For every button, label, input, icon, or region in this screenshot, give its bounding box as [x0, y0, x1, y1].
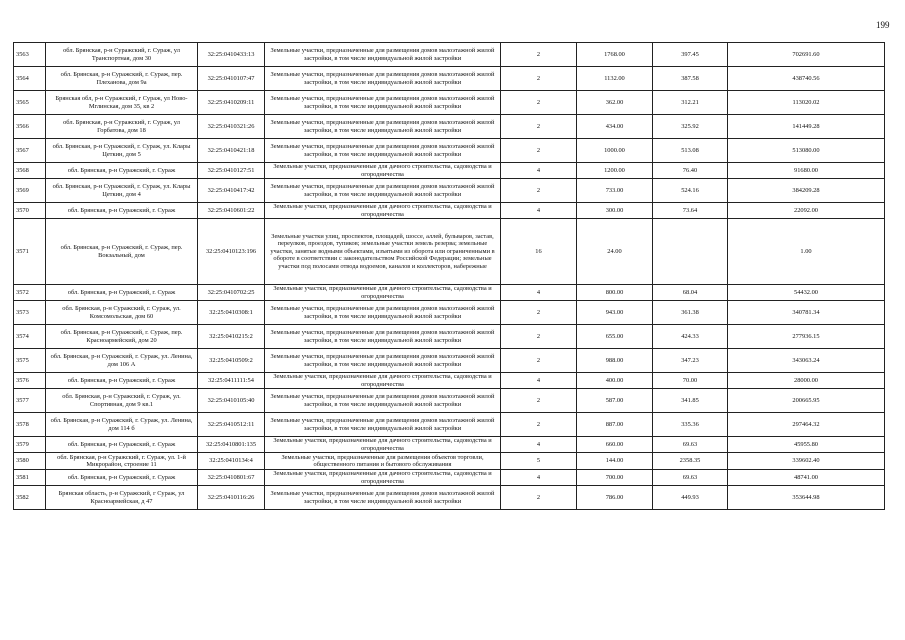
address-cell: обл. Брянская, р-н Суражский, г. Сураж	[46, 203, 198, 219]
address-cell: обл. Брянская, р-н Суражский, г. Сураж	[46, 373, 198, 389]
cadastral-number-cell: 32:25:0410215:2	[198, 325, 265, 349]
table-row	[14, 470, 885, 486]
land-use-cell: Земельные участки, предназначенные для дачного строительства, садоводства и огородничества	[265, 470, 501, 486]
group-cell: 4	[501, 437, 577, 453]
row-number: 3576	[14, 373, 46, 389]
row-number: 3570	[14, 203, 46, 219]
cadastral-value-cell: 438740.56	[728, 67, 885, 91]
cadastral-value-cell: 384209.28	[728, 179, 885, 203]
cadastral-number-cell: 32:25:0410417:42	[198, 179, 265, 203]
specific-value-cell: 69.63	[653, 470, 728, 486]
group-cell: 4	[501, 163, 577, 179]
cadastral-value-table	[13, 42, 885, 510]
row-number: 3568	[14, 163, 46, 179]
area-cell: 988.00	[577, 349, 653, 373]
address-cell: обл. Брянская, р-н Суражский, г. Сураж, пер. Красноармейский, дом 20	[46, 325, 198, 349]
address-cell: обл. Брянская, р-н Суражский, г. Сураж	[46, 285, 198, 301]
table-row	[14, 325, 885, 349]
group-cell: 2	[501, 43, 577, 67]
land-use-cell: Земельные участки, предназначенные для размещения домов малоэтажной жилой застройки, в том числе индивидуальной жилой застройки	[265, 43, 501, 67]
group-cell: 4	[501, 285, 577, 301]
row-number: 3569	[14, 179, 46, 203]
land-use-cell: Земельные участки, предназначенные для дачного строительства, садоводства и огородничества	[265, 285, 501, 301]
cadastral-number-cell: 32:25:0410105:40	[198, 389, 265, 413]
address-cell: обл. Брянская, р-н Суражский, г. Сураж, пер. Плеханова, дом 9а	[46, 67, 198, 91]
table-row	[14, 91, 885, 115]
table-row	[14, 67, 885, 91]
cadastral-number-cell: 32:25:0410801:67	[198, 470, 265, 486]
table-row	[14, 219, 885, 285]
area-cell: 943.00	[577, 301, 653, 325]
row-number: 3566	[14, 115, 46, 139]
area-cell: 362.00	[577, 91, 653, 115]
area-cell: 434.00	[577, 115, 653, 139]
area-cell: 887.00	[577, 413, 653, 437]
address-cell: обл. Брянская, р-н Суражский, г. Сураж, ул Горбатова, дом 18	[46, 115, 198, 139]
cadastral-number-cell: 32:25:0410116:26	[198, 486, 265, 510]
area-cell: 660.00	[577, 437, 653, 453]
land-use-cell: Земельные участки, предназначенные для размещения домов малоэтажной жилой застройки, в том числе индивидуальной жилой застройки	[265, 349, 501, 373]
specific-value-cell: 347.23	[653, 349, 728, 373]
land-use-cell: Земельные участки, предназначенные для размещения домов малоэтажной жилой застройки, в том числе индивидуальной жилой застройки	[265, 413, 501, 437]
area-cell: 587.00	[577, 389, 653, 413]
specific-value-cell: 397.45	[653, 43, 728, 67]
cadastral-number-cell: 32:25:0411111:54	[198, 373, 265, 389]
land-use-cell: Земельные участки, предназначенные для размещения домов малоэтажной жилой застройки, в том числе индивидуальной жилой застройки	[265, 67, 501, 91]
group-cell: 4	[501, 373, 577, 389]
specific-value-cell: 424.33	[653, 325, 728, 349]
cadastral-number-cell: 32:25:0410601:22	[198, 203, 265, 219]
table-row	[14, 139, 885, 163]
cadastral-value-cell: 1.00	[728, 219, 885, 285]
cadastral-value-cell: 297464.32	[728, 413, 885, 437]
land-use-cell: Земельные участки, предназначенные для размещения домов малоэтажной жилой застройки, в том числе индивидуальной жилой застройки	[265, 301, 501, 325]
specific-value-cell: 69.63	[653, 437, 728, 453]
row-number: 3577	[14, 389, 46, 413]
table-row	[14, 437, 885, 453]
address-cell: обл. Брянская, р-н Суражский, г. Сураж	[46, 163, 198, 179]
cadastral-value-cell: 343063.24	[728, 349, 885, 373]
cadastral-number-cell: 32:25:0410509:2	[198, 349, 265, 373]
area-cell: 1132.00	[577, 67, 653, 91]
row-number: 3574	[14, 325, 46, 349]
land-use-cell: Земельные участки, предназначенные для размещения домов малоэтажной жилой застройки, в том числе индивидуальной жилой застройки	[265, 91, 501, 115]
specific-value-cell: 513.08	[653, 139, 728, 163]
address-cell: обл. Брянская, р-н Суражский, г. Сураж, пер. Вокзальный, дом	[46, 219, 198, 285]
group-cell: 2	[501, 139, 577, 163]
cadastral-number-cell: 32:25:0410308:1	[198, 301, 265, 325]
row-number: 3579	[14, 437, 46, 453]
specific-value-cell: 2358.35	[653, 453, 728, 470]
area-cell: 800.00	[577, 285, 653, 301]
cadastral-number-cell: 32:25:0410123:196	[198, 219, 265, 285]
address-cell: обл. Брянская, р-н Суражский, г. Сураж, ул. Клары Цеткин, дом 4	[46, 179, 198, 203]
row-number: 3567	[14, 139, 46, 163]
land-use-cell: Земельные участки, предназначенные для размещения домов малоэтажной жилой застройки, в том числе индивидуальной жилой застройки	[265, 139, 501, 163]
cadastral-number-cell: 32:25:0410702:25	[198, 285, 265, 301]
cadastral-value-cell: 113020.02	[728, 91, 885, 115]
address-cell: обл. Брянская, р-н Суражский, г. Сураж, ул. Ленина, дом 114 б	[46, 413, 198, 437]
table-row	[14, 285, 885, 301]
cadastral-value-cell: 141449.28	[728, 115, 885, 139]
group-cell: 2	[501, 67, 577, 91]
land-use-cell: Земельные участки, предназначенные для размещения домов малоэтажной жилой застройки, в том числе индивидуальной жилой застройки	[265, 389, 501, 413]
table-row	[14, 163, 885, 179]
table-row	[14, 301, 885, 325]
area-cell: 144.00	[577, 453, 653, 470]
row-number: 3573	[14, 301, 46, 325]
table-row	[14, 373, 885, 389]
specific-value-cell: 325.92	[653, 115, 728, 139]
specific-value-cell: 387.58	[653, 67, 728, 91]
group-cell: 2	[501, 115, 577, 139]
specific-value-cell: 524.16	[653, 179, 728, 203]
cadastral-number-cell: 32:25:0410433:13	[198, 43, 265, 67]
row-number: 3565	[14, 91, 46, 115]
cadastral-value-cell: 702691.60	[728, 43, 885, 67]
cadastral-number-cell: 32:25:0410512:11	[198, 413, 265, 437]
address-cell: обл. Брянская, р-н Суражский, г. Сураж, ул. 1-й Микрорайон, строение 11	[46, 453, 198, 470]
area-cell: 655.00	[577, 325, 653, 349]
group-cell: 4	[501, 203, 577, 219]
land-use-cell: Земельные участки, предназначенные для размещения домов малоэтажной жилой застройки, в том числе индивидуальной жилой застройки	[265, 115, 501, 139]
address-cell: обл. Брянская, р-н Суражский, г. Сураж, ул. Спортивная, дом 9 кв.1	[46, 389, 198, 413]
address-cell: обл. Брянская, р-н Суражский, г. Сураж, ул. Комсомольская, дом 60	[46, 301, 198, 325]
specific-value-cell: 73.64	[653, 203, 728, 219]
cadastral-number-cell: 32:25:0410107:47	[198, 67, 265, 91]
address-cell: Брянская обл, р-н Суражский, г Сураж, ул Ново-Мглинская, дом 35, кв 2	[46, 91, 198, 115]
row-number: 3575	[14, 349, 46, 373]
cadastral-value-cell: 28000.00	[728, 373, 885, 389]
table-row	[14, 349, 885, 373]
cadastral-number-cell: 32:25:0410209:11	[198, 91, 265, 115]
land-use-cell: Земельные участки, предназначенные для дачного строительства, садоводства и огородничества	[265, 203, 501, 219]
cadastral-number-cell: 32:25:0410421:18	[198, 139, 265, 163]
specific-value-cell: 361.38	[653, 301, 728, 325]
area-cell: 300.00	[577, 203, 653, 219]
group-cell: 16	[501, 219, 577, 285]
cadastral-number-cell: 32:25:0410801:135	[198, 437, 265, 453]
address-cell: обл. Брянская, р-н Суражский, г. Сураж, ул Транспортная, дом 30	[46, 43, 198, 67]
specific-value-cell: 312.21	[653, 91, 728, 115]
row-number: 3563	[14, 43, 46, 67]
specific-value-cell	[653, 219, 728, 285]
cadastral-value-cell: 22092.00	[728, 203, 885, 219]
table-row	[14, 453, 885, 470]
group-cell: 2	[501, 91, 577, 115]
page-number: 199	[876, 20, 890, 30]
area-cell: 786.00	[577, 486, 653, 510]
specific-value-cell: 335.36	[653, 413, 728, 437]
address-cell: обл. Брянская, р-н Суражский, г. Сураж, ул. Клары Цеткин, дом 5	[46, 139, 198, 163]
row-number: 3572	[14, 285, 46, 301]
row-number: 3571	[14, 219, 46, 285]
table-body	[14, 43, 885, 510]
address-cell: обл. Брянская, р-н Суражский, г. Сураж	[46, 437, 198, 453]
land-use-cell: Земельные участки, предназначенные для размещения домов малоэтажной жилой застройки, в том числе индивидуальной жилой застройки	[265, 486, 501, 510]
land-use-cell: Земельные участки улиц, проспектов, площадей, шоссе, аллей, бульваров, застав, переулков, проездов, тупиков; земельные участки земель резерва; земельные участки, занятые водными объектами, изъятыми из оборота или ограниченными в обороте в соответствии с законодательством Российской Федерации; земельные участки под полосами отвода водоемов, каналов и коллекторов, набережные	[265, 219, 501, 285]
cadastral-value-cell: 45955.80	[728, 437, 885, 453]
table-row	[14, 179, 885, 203]
specific-value-cell: 76.40	[653, 163, 728, 179]
area-cell: 733.00	[577, 179, 653, 203]
area-cell: 24.00	[577, 219, 653, 285]
cadastral-value-cell: 54432.00	[728, 285, 885, 301]
group-cell: 2	[501, 179, 577, 203]
specific-value-cell: 68.04	[653, 285, 728, 301]
cadastral-value-cell: 513080.00	[728, 139, 885, 163]
table-row	[14, 486, 885, 510]
cadastral-value-cell: 339602.40	[728, 453, 885, 470]
group-cell: 2	[501, 486, 577, 510]
land-use-cell: Земельные участки, предназначенные для дачного строительства, садоводства и огородничества	[265, 437, 501, 453]
land-use-cell: Земельные участки, предназначенные для дачного строительства, садоводства и огородничества	[265, 373, 501, 389]
table-row	[14, 389, 885, 413]
area-cell: 400.00	[577, 373, 653, 389]
row-number: 3581	[14, 470, 46, 486]
area-cell: 700.00	[577, 470, 653, 486]
table-row	[14, 115, 885, 139]
land-use-cell: Земельные участки, предназначенные для размещения домов малоэтажной жилой застройки, в том числе индивидуальной жилой застройки	[265, 325, 501, 349]
specific-value-cell: 449.93	[653, 486, 728, 510]
group-cell: 2	[501, 325, 577, 349]
group-cell: 5	[501, 453, 577, 470]
cadastral-value-cell: 340781.34	[728, 301, 885, 325]
cadastral-value-cell: 277936.15	[728, 325, 885, 349]
address-cell: обл. Брянская, р-н Суражский, г. Сураж, ул. Ленина, дом 106 А	[46, 349, 198, 373]
area-cell: 1768.00	[577, 43, 653, 67]
address-cell: обл. Брянская, р-н Суражский, г. Сураж	[46, 470, 198, 486]
cadastral-number-cell: 32:25:0410127:51	[198, 163, 265, 179]
row-number: 3578	[14, 413, 46, 437]
row-number: 3564	[14, 67, 46, 91]
cadastral-value-cell: 91680.00	[728, 163, 885, 179]
area-cell: 1000.00	[577, 139, 653, 163]
specific-value-cell: 70.00	[653, 373, 728, 389]
land-use-cell: Земельные участки, предназначенные для размещения домов малоэтажной жилой застройки, в том числе индивидуальной жилой застройки	[265, 179, 501, 203]
cadastral-value-cell: 48741.00	[728, 470, 885, 486]
specific-value-cell: 341.85	[653, 389, 728, 413]
area-cell: 1200.00	[577, 163, 653, 179]
cadastral-value-cell: 353644.98	[728, 486, 885, 510]
table-row	[14, 43, 885, 67]
table-row	[14, 203, 885, 219]
cadastral-number-cell: 32:25:0410134:4	[198, 453, 265, 470]
group-cell: 2	[501, 349, 577, 373]
address-cell: Брянская область, р-н Суражский, г Сураж, ул Красноармейская, д 47	[46, 486, 198, 510]
row-number: 3582	[14, 486, 46, 510]
group-cell: 4	[501, 470, 577, 486]
land-use-cell: Земельные участки, предназначенные для размещения объектов торговли, общественного питания и бытового обслуживания	[265, 453, 501, 470]
group-cell: 2	[501, 413, 577, 437]
land-use-cell: Земельные участки, предназначенные для дачного строительства, садоводства и огородничества	[265, 163, 501, 179]
group-cell: 2	[501, 389, 577, 413]
cadastral-number-cell: 32:25:0410321:26	[198, 115, 265, 139]
table-row	[14, 413, 885, 437]
cadastral-value-cell: 200665.95	[728, 389, 885, 413]
row-number: 3580	[14, 453, 46, 470]
group-cell: 2	[501, 301, 577, 325]
